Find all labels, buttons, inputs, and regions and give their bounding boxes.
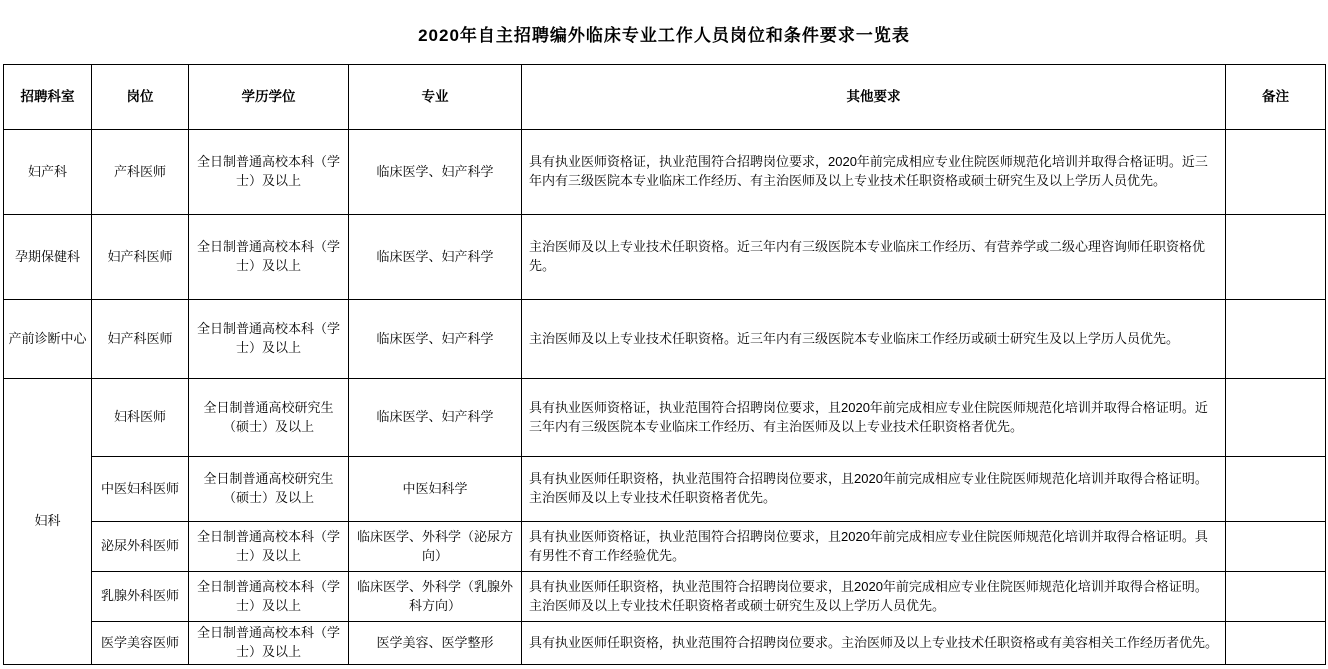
cell-remark	[1226, 379, 1326, 457]
table-row	[4, 457, 1326, 522]
cell-remark	[1226, 300, 1326, 379]
col-header-position: 岗位	[92, 65, 189, 130]
page-title: 2020年自主招聘编外临床专业工作人员岗位和条件要求一览表	[418, 26, 910, 45]
cell-requirements: 具有执业医师任职资格，执业范围符合招聘岗位要求，且2020年前完成相应专业住院医师规范化培训并取得合格证明。主治医师及以上专业技术任职资格者优先。	[522, 457, 1226, 522]
cell-position: 妇科医师	[92, 379, 189, 457]
cell-remark	[1226, 130, 1326, 215]
table-row	[4, 622, 1326, 665]
table-row	[4, 522, 1326, 572]
cell-education: 全日制普通高校研究生（硕士）及以上	[189, 379, 349, 457]
cell-department: 妇产科	[4, 130, 92, 215]
col-header-department: 招聘科室	[4, 65, 92, 130]
table-row	[4, 379, 1326, 457]
cell-requirements: 具有执业医师资格证，执业范围符合招聘岗位要求，且2020年前完成相应专业住院医师规范化培训并取得合格证明。近三年内有三级医院本专业临床工作经历、有主治医师及以上专业技术任职资格者优先。	[522, 379, 1226, 457]
cell-requirements: 具有执业医师任职资格，执业范围符合招聘岗位要求，且2020年前完成相应专业住院医师规范化培训并取得合格证明。主治医师及以上专业技术任职资格者或硕士研究生及以上学历人员优先。	[522, 572, 1226, 622]
col-header-major: 专业	[349, 65, 522, 130]
cell-education: 全日制普通高校研究生（硕士）及以上	[189, 457, 349, 522]
cell-education: 全日制普通高校本科（学士）及以上	[189, 215, 349, 300]
cell-requirements: 主治医师及以上专业技术任职资格。近三年内有三级医院本专业临床工作经历或硕士研究生及以上学历人员优先。	[522, 300, 1226, 379]
cell-education: 全日制普通高校本科（学士）及以上	[189, 130, 349, 215]
table-row	[4, 300, 1326, 379]
job-requirements-table	[3, 64, 1326, 665]
cell-remark	[1226, 215, 1326, 300]
table-header-row	[4, 65, 1326, 130]
cell-education: 全日制普通高校本科（学士）及以上	[189, 522, 349, 572]
cell-education: 全日制普通高校本科（学士）及以上	[189, 572, 349, 622]
cell-department: 产前诊断中心	[4, 300, 92, 379]
cell-requirements: 主治医师及以上专业技术任职资格。近三年内有三级医院本专业临床工作经历、有营养学或二级心理咨询师任职资格优先。	[522, 215, 1226, 300]
cell-major: 临床医学、妇产科学	[349, 300, 522, 379]
cell-position: 中医妇科医师	[92, 457, 189, 522]
cell-position: 妇产科医师	[92, 215, 189, 300]
table-row	[4, 572, 1326, 622]
cell-department: 孕期保健科	[4, 215, 92, 300]
cell-position: 泌尿外科医师	[92, 522, 189, 572]
col-header-remark: 备注	[1226, 65, 1326, 130]
cell-major: 医学美容、医学整形	[349, 622, 522, 665]
cell-major: 临床医学、外科学（泌尿方向）	[349, 522, 522, 572]
cell-position: 妇产科医师	[92, 300, 189, 379]
cell-position: 医学美容医师	[92, 622, 189, 665]
col-header-requirements: 其他要求	[522, 65, 1226, 130]
cell-remark	[1226, 522, 1326, 572]
cell-major: 临床医学、妇产科学	[349, 130, 522, 215]
cell-requirements: 具有执业医师资格证，执业范围符合招聘岗位要求，且2020年前完成相应专业住院医师规范化培训并取得合格证明。具有男性不育工作经验优先。	[522, 522, 1226, 572]
cell-education: 全日制普通高校本科（学士）及以上	[189, 622, 349, 665]
cell-major: 临床医学、外科学（乳腺外科方向）	[349, 572, 522, 622]
cell-major: 中医妇科学	[349, 457, 522, 522]
cell-requirements: 具有执业医师资格证，执业范围符合招聘岗位要求，2020年前完成相应专业住院医师规范化培训并取得合格证明。近三年内有三级医院本专业临床工作经历、有主治医师及以上专业技术任职资格或硕士研究生及以上学历人员优先。	[522, 130, 1226, 215]
cell-remark	[1226, 572, 1326, 622]
cell-position: 产科医师	[92, 130, 189, 215]
table-row	[4, 215, 1326, 300]
cell-education: 全日制普通高校本科（学士）及以上	[189, 300, 349, 379]
cell-major: 临床医学、妇产科学	[349, 215, 522, 300]
cell-remark	[1226, 457, 1326, 522]
cell-department: 妇科	[4, 379, 92, 665]
col-header-education: 学历学位	[189, 65, 349, 130]
cell-major: 临床医学、妇产科学	[349, 379, 522, 457]
cell-position: 乳腺外科医师	[92, 572, 189, 622]
cell-remark	[1226, 622, 1326, 665]
cell-requirements: 具有执业医师任职资格，执业范围符合招聘岗位要求。主治医师及以上专业技术任职资格或有美容相关工作经历者优先。	[522, 622, 1226, 665]
table-row	[4, 130, 1326, 215]
